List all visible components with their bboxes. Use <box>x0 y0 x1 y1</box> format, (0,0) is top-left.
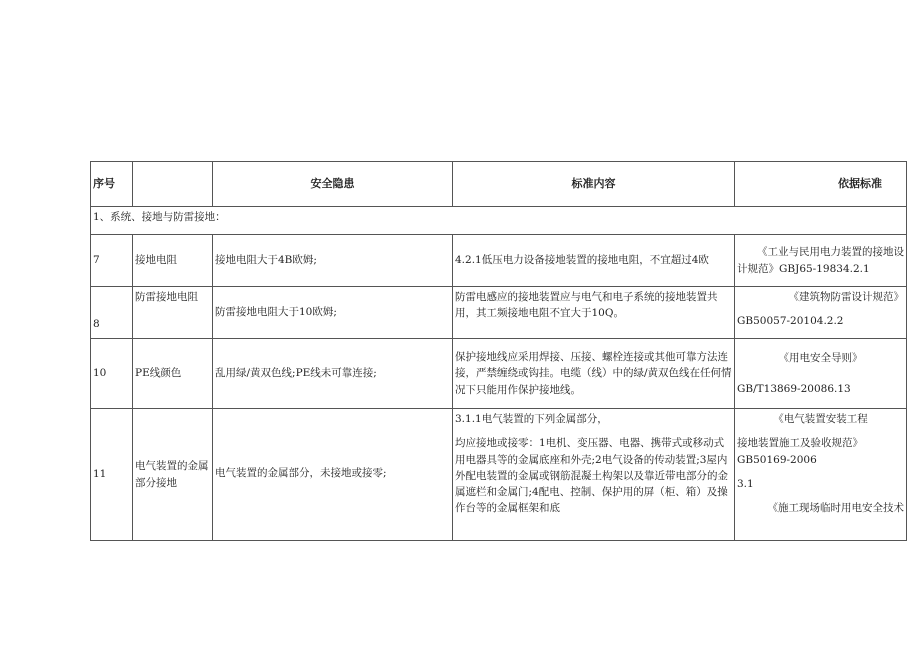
section-row <box>91 207 907 235</box>
basis-line: GB50057-20104.2.2 <box>737 315 844 328</box>
row-hazard: 乱用绿/黄双色线;PE线未可靠连接; <box>213 339 453 409</box>
basis-line: GB/T13869-20086.13 <box>737 382 851 395</box>
basis-line: 计规范》GBJ65-19834.2.1 <box>737 262 870 275</box>
row-item: 防雷接地电阻 <box>133 287 213 339</box>
row-hazard: 接地电阻大于4B欧姆; <box>213 235 453 287</box>
safety-standards-table <box>90 161 907 541</box>
row-hazard: 防雷接地电阻大于10欧姆; <box>213 287 453 339</box>
row-basis <box>735 339 907 409</box>
header-content: 标准内容 <box>453 162 735 207</box>
basis-line: 《工业与民用电力装置的接地设 <box>757 246 904 259</box>
row-hazard: 电气装置的金属部分，未接地或接零; <box>213 409 453 541</box>
content-line: 3.1.1电气装置的下列金属部分， <box>455 413 608 425</box>
row-item: 接地电阻 <box>133 235 213 287</box>
row-seq: 7 <box>91 235 133 287</box>
basis-line: 《用电安全导则》 <box>778 352 863 365</box>
table-row <box>91 339 907 409</box>
row-item: 电气装置的金属部分接地 <box>133 409 213 541</box>
row-basis <box>735 235 907 287</box>
row-seq: 8 <box>91 287 133 339</box>
header-hazard: 安全隐患 <box>213 162 453 207</box>
section-title: 1、系统、接地与防雷接地： <box>91 207 907 235</box>
row-content <box>453 409 735 541</box>
header-row <box>91 162 907 207</box>
row-content: 4.2.1低压电力设备接地装置的接地电阻，不宜超过4欧 <box>453 235 735 287</box>
table-row <box>91 235 907 287</box>
basis-line: 3.1 <box>737 477 754 490</box>
table-row <box>91 287 907 339</box>
row-basis <box>735 287 907 339</box>
basis-line: 《建筑物防雷设计规范》 <box>788 291 904 303</box>
header-seq: 序号 <box>91 162 133 207</box>
header-item <box>133 162 213 207</box>
document-page <box>90 161 906 541</box>
row-content: 防雷电感应的接地装置应与电气和电子系统的接地装置共用，其工频接地电阻不宜大于10Q。 <box>453 287 735 339</box>
row-item: PE线颜色 <box>133 339 213 409</box>
basis-line: 《施工现场临时用电安全技术 <box>767 502 904 515</box>
table-row <box>91 409 907 541</box>
row-content: 保护接地线应采用焊接、压接、螺栓连接或其他可靠方法连接，严禁缠绕或钩挂。电缆（线）中的绿/黄双色线在任何情况下只能用作保护接地线。 <box>453 339 735 409</box>
row-seq: 11 <box>91 409 133 541</box>
header-basis: 依据标准 <box>735 162 907 207</box>
basis-line: GB50169-2006 <box>737 453 817 466</box>
row-seq: 10 <box>91 339 133 409</box>
content-line: 均应接地或接零：1电机、变压器、电器、携带式或移动式用电器具等的金属底座和外壳;2电气设备的传动装置;3屋内外配电装置的金属或钢筋混凝土构架以及靠近带电部分的金属遮栏和金属门;4配电、控制、保护用的屏（柜、箱）及操作台等的金属框架和底 <box>455 437 728 515</box>
basis-line: 《电气装置安装工程 <box>773 413 868 425</box>
row-basis <box>735 409 907 541</box>
basis-line: 接地装置施工及验收规范》 <box>737 437 863 450</box>
